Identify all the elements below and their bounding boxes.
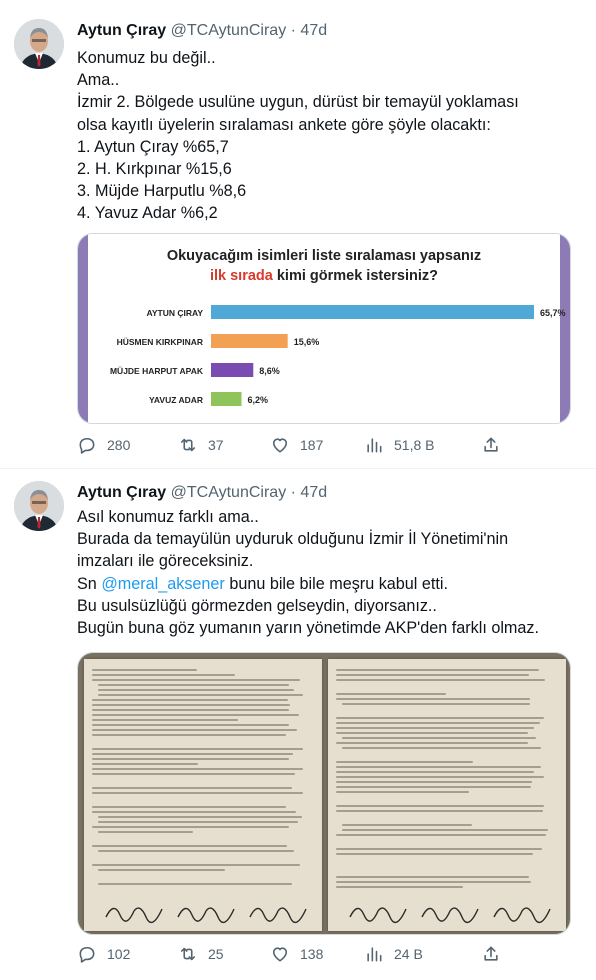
views-icon (364, 944, 384, 964)
like-button[interactable] (270, 432, 323, 458)
document-text-line (98, 869, 225, 871)
document-text-line (92, 753, 293, 755)
bar (211, 363, 253, 377)
text-line: olsa kayıtlı üyelerin sıralaması ankete göre şöyle olacaktı: (77, 115, 491, 134)
retweet-icon (178, 435, 198, 455)
document-text-line (92, 811, 296, 813)
chart-image[interactable] (77, 233, 571, 424)
document-text-line (92, 864, 300, 866)
document-text-line (336, 776, 544, 778)
document-text-line (342, 703, 530, 705)
document-text-line (98, 821, 298, 823)
document-text-line (336, 717, 544, 719)
bar-category-label: MÜJDE HARPUT APAK (109, 366, 203, 376)
document-text-line (336, 674, 529, 676)
document-text-line (336, 679, 545, 681)
document-text-line (336, 781, 532, 783)
avatar[interactable] (14, 481, 64, 531)
signature-mark (176, 899, 236, 930)
text-line: 2. H. Kırkpınar %15,6 (77, 160, 232, 179)
bar (211, 334, 288, 348)
document-text-line (92, 748, 303, 750)
bar (211, 305, 534, 319)
document-text-line (336, 771, 534, 773)
reply-icon (77, 435, 97, 455)
like-count: 187 (300, 437, 324, 453)
document-text-line (336, 698, 530, 700)
document-text-line (98, 816, 302, 818)
document-text-line (92, 679, 300, 681)
document-text-line (336, 761, 473, 763)
text-line: Bu usulsüzlüğü görmezden gelseydin, diyorsanız.. (77, 596, 437, 615)
author-handle[interactable]: @TCAytunCiray (170, 22, 287, 39)
document-text-line (336, 834, 546, 836)
document-text-line (336, 853, 533, 855)
tweet-actions (77, 432, 571, 458)
author-name[interactable]: Aytun Çıray (77, 484, 167, 501)
like-icon (270, 944, 290, 964)
reply-icon (77, 944, 97, 964)
text-line: 1. Aytun Çıray %65,7 (77, 137, 229, 156)
like-count: 138 (300, 946, 324, 962)
document-page-left (84, 659, 322, 931)
views-count: 51,8 B (394, 437, 435, 453)
text-line: Konumuz bu değil.. (77, 49, 216, 67)
bar-value-label: 8,6% (259, 366, 280, 376)
document-text-line (336, 848, 542, 850)
reply-button[interactable] (77, 432, 130, 458)
bar-category-label: YAVUZ ADAR (149, 395, 203, 405)
document-text-line (98, 689, 294, 691)
document-text-line (336, 732, 528, 734)
document-text-line (336, 727, 534, 729)
signature-mark (248, 899, 308, 930)
tweet-1[interactable] (0, 0, 596, 468)
tweet-header (77, 21, 327, 41)
document-text-line (342, 737, 536, 739)
chart-title-highlight: ilk sırada (209, 268, 273, 284)
retweet-count: 25 (208, 946, 224, 962)
document-text-line (336, 810, 543, 812)
retweet-button[interactable] (178, 432, 224, 458)
document-page-right (328, 659, 566, 931)
retweet-count: 37 (208, 437, 224, 453)
document-text-line (92, 768, 303, 770)
views-button[interactable] (364, 941, 423, 967)
like-icon (270, 435, 290, 455)
text-line: Ama.. (77, 71, 120, 90)
author-name[interactable]: Aytun Çıray (77, 22, 167, 39)
document-text-line (98, 694, 303, 696)
document-photo (78, 653, 571, 935)
signature-mark (492, 899, 552, 930)
bar-chart (78, 234, 571, 424)
document-image[interactable] (77, 652, 571, 935)
document-text-line (342, 747, 541, 749)
mention-link[interactable]: @meral_aksener (101, 574, 225, 593)
document-text-line (92, 763, 198, 765)
share-icon (481, 435, 501, 455)
document-text-line (92, 709, 289, 711)
author-handle[interactable]: @TCAytunCiray (170, 484, 287, 501)
document-text-line (342, 824, 472, 826)
tweet-time[interactable]: 47d (300, 22, 328, 39)
mention-prefix: Sn (77, 574, 102, 593)
retweet-button[interactable] (178, 941, 224, 967)
avatar[interactable] (14, 19, 64, 69)
bar-value-label: 65,7% (540, 308, 566, 318)
separator-dot: · (290, 22, 296, 39)
document-text-line (98, 883, 292, 885)
reply-count: 102 (107, 946, 131, 962)
bar-value-label: 6,2% (247, 395, 268, 405)
document-text-line (336, 791, 469, 793)
document-text-line (92, 787, 292, 789)
text-line: Asıl konumuz farklı ama.. (77, 508, 259, 526)
poll-chart (78, 234, 570, 423)
document-text-line (336, 669, 539, 671)
bar (211, 392, 241, 406)
views-count: 24 B (394, 946, 423, 962)
document-text-line (336, 881, 531, 883)
document-text-line (92, 806, 286, 808)
views-icon (364, 435, 384, 455)
document-text-line (92, 758, 289, 760)
document-text-line (342, 829, 548, 831)
signature-mark (348, 899, 408, 930)
document-text-line (98, 831, 193, 833)
tweet-text (77, 47, 577, 225)
document-text-line (336, 693, 446, 695)
signature-mark (104, 899, 164, 930)
reply-count: 280 (107, 437, 131, 453)
text-line: İzmir 2. Bölgede usulüne uygun, dürüst bir temayül yoklaması (77, 93, 519, 112)
document-text-line (92, 845, 287, 847)
document-text-line (92, 729, 297, 731)
document-text-line (92, 674, 235, 676)
bars-group (110, 305, 566, 406)
tweet-time[interactable]: 47d (300, 484, 328, 501)
document-text-line (98, 684, 289, 686)
text-line-mention (77, 573, 577, 595)
document-text-line (92, 826, 289, 828)
retweet-icon (178, 944, 198, 964)
chart-title-line1: Okuyacağım isimleri liste sıralaması yapsanız (166, 248, 482, 264)
document-text-line (92, 773, 295, 775)
bar-category-label: AYTUN ÇIRAY (146, 308, 203, 318)
document-text-line (336, 886, 463, 888)
document-text-line (92, 724, 289, 726)
tweet-text (77, 506, 577, 639)
document-text-line (92, 792, 303, 794)
signature-mark (420, 899, 480, 930)
document-text-line (92, 669, 197, 671)
document-text-line (92, 704, 290, 706)
document-text-line (336, 722, 540, 724)
document-text-line (336, 786, 531, 788)
text-line: imzaları ile göreceksiniz. (77, 552, 254, 571)
document-text-line (92, 719, 238, 721)
document-text-line (336, 805, 544, 807)
tweet-header (77, 483, 327, 503)
document-text-line (92, 734, 286, 736)
share-icon (481, 944, 501, 964)
mention-suffix: bunu bile bile meşru kabul etti. (224, 574, 448, 593)
text-line: Burada da temayülün uyduruk olduğunu İzmir İl Yönetimi'nin (77, 530, 509, 549)
views-button[interactable] (364, 432, 434, 458)
chart-title-rest: kimi görmek istersiniz? (272, 268, 439, 284)
document-text-line (336, 742, 528, 744)
share-button[interactable] (481, 432, 501, 458)
document-text-line (336, 876, 529, 878)
document-text-line (98, 850, 294, 852)
text-line: Bugün buna göz yumanın yarın yönetimde AKP'den farklı olmaz. (77, 619, 540, 638)
separator-dot: · (290, 484, 296, 501)
tweet-2[interactable] (0, 469, 596, 980)
document-text-line (92, 714, 299, 716)
text-line: 3. Müjde Harputlu %8,6 (77, 182, 247, 201)
bar-value-label: 15,6% (293, 337, 320, 347)
tweet-actions (77, 941, 571, 967)
bar-category-label: HÜSMEN KIRKPINAR (116, 337, 203, 347)
text-line: 4. Yavuz Adar %6,2 (77, 204, 218, 223)
reply-button[interactable] (77, 941, 130, 967)
chart-title-line2 (210, 268, 438, 284)
document-text-line (336, 766, 541, 768)
like-button[interactable] (270, 941, 323, 967)
share-button[interactable] (481, 941, 501, 967)
document-text-line (92, 699, 288, 701)
